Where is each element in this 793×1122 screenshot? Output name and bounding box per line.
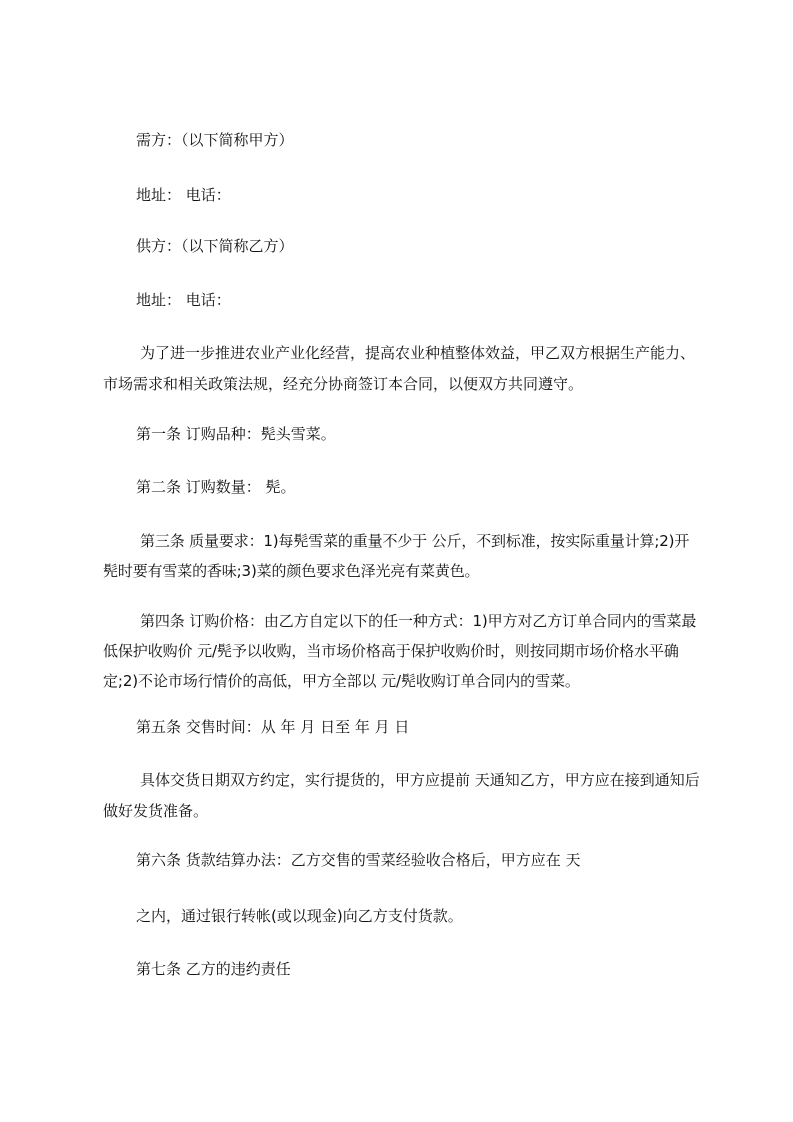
buyer-address-text: 地址： 电话：	[136, 186, 231, 204]
article-2-text: 第二条 订购数量： 髡。	[136, 478, 296, 496]
article-2	[103, 472, 703, 502]
article-5	[103, 712, 703, 742]
supplier-address-line	[103, 285, 703, 315]
article-7	[103, 954, 703, 984]
article-4: 第四条 订购价格：由乙方自定以下的任一种方式：1)甲方对乙方订单合同内的雪菜最低保护收购价 元/髡予以收购，当市场价格高于保护收购价时，则按同期市场价格水平确定;2)不论市场行情价的高低，甲方全部以 元/髡收购订单合同内的雪菜。	[103, 612, 697, 690]
supplier-line	[103, 231, 703, 261]
article-7-text: 第七条 乙方的违约责任	[136, 960, 291, 978]
buyer-address-line	[103, 180, 703, 210]
supplier-address-text: 地址： 电话：	[136, 291, 231, 309]
buyer-text: 需方：（以下简称甲方）	[136, 131, 294, 149]
article-6-continued-text: 之内，通过银行转帐(或以现金)向乙方支付货款。	[136, 907, 463, 925]
article-3: 第三条 质量要求：1)每髡雪菜的重量不少于 公斤，不到标准，按实际重量计算;2)开髡时要有雪菜的香味;3)菜的颜色要求色泽光亮有菜黄色。	[103, 532, 690, 580]
article-1	[103, 419, 703, 449]
article-1-text: 第一条 订购品种：髡头雪菜。	[136, 425, 336, 443]
buyer-line	[103, 125, 703, 155]
preamble-paragraph: 为了进一步推进农业产业化经营，提高农业种植整体效益，甲乙双方根据生产能力、市场需求和相关政策法规，经充分协商签订本合同，以便双方共同遵守。	[103, 344, 696, 393]
delivery-paragraph: 具体交货日期双方约定，实行提货的，甲方应提前 天通知乙方，甲方应在接到通知后做好发货准备。	[103, 771, 700, 820]
supplier-text: 供方：（以下简称乙方）	[136, 237, 294, 255]
article-6-continued	[103, 901, 703, 931]
article-6	[103, 845, 703, 875]
article-5-text: 第五条 交售时间：从 年 月 日至 年 月 日	[136, 718, 410, 736]
article-6-text: 第六条 货款结算办法：乙方交售的雪菜经验收合格后，甲方应在 天	[136, 851, 581, 869]
